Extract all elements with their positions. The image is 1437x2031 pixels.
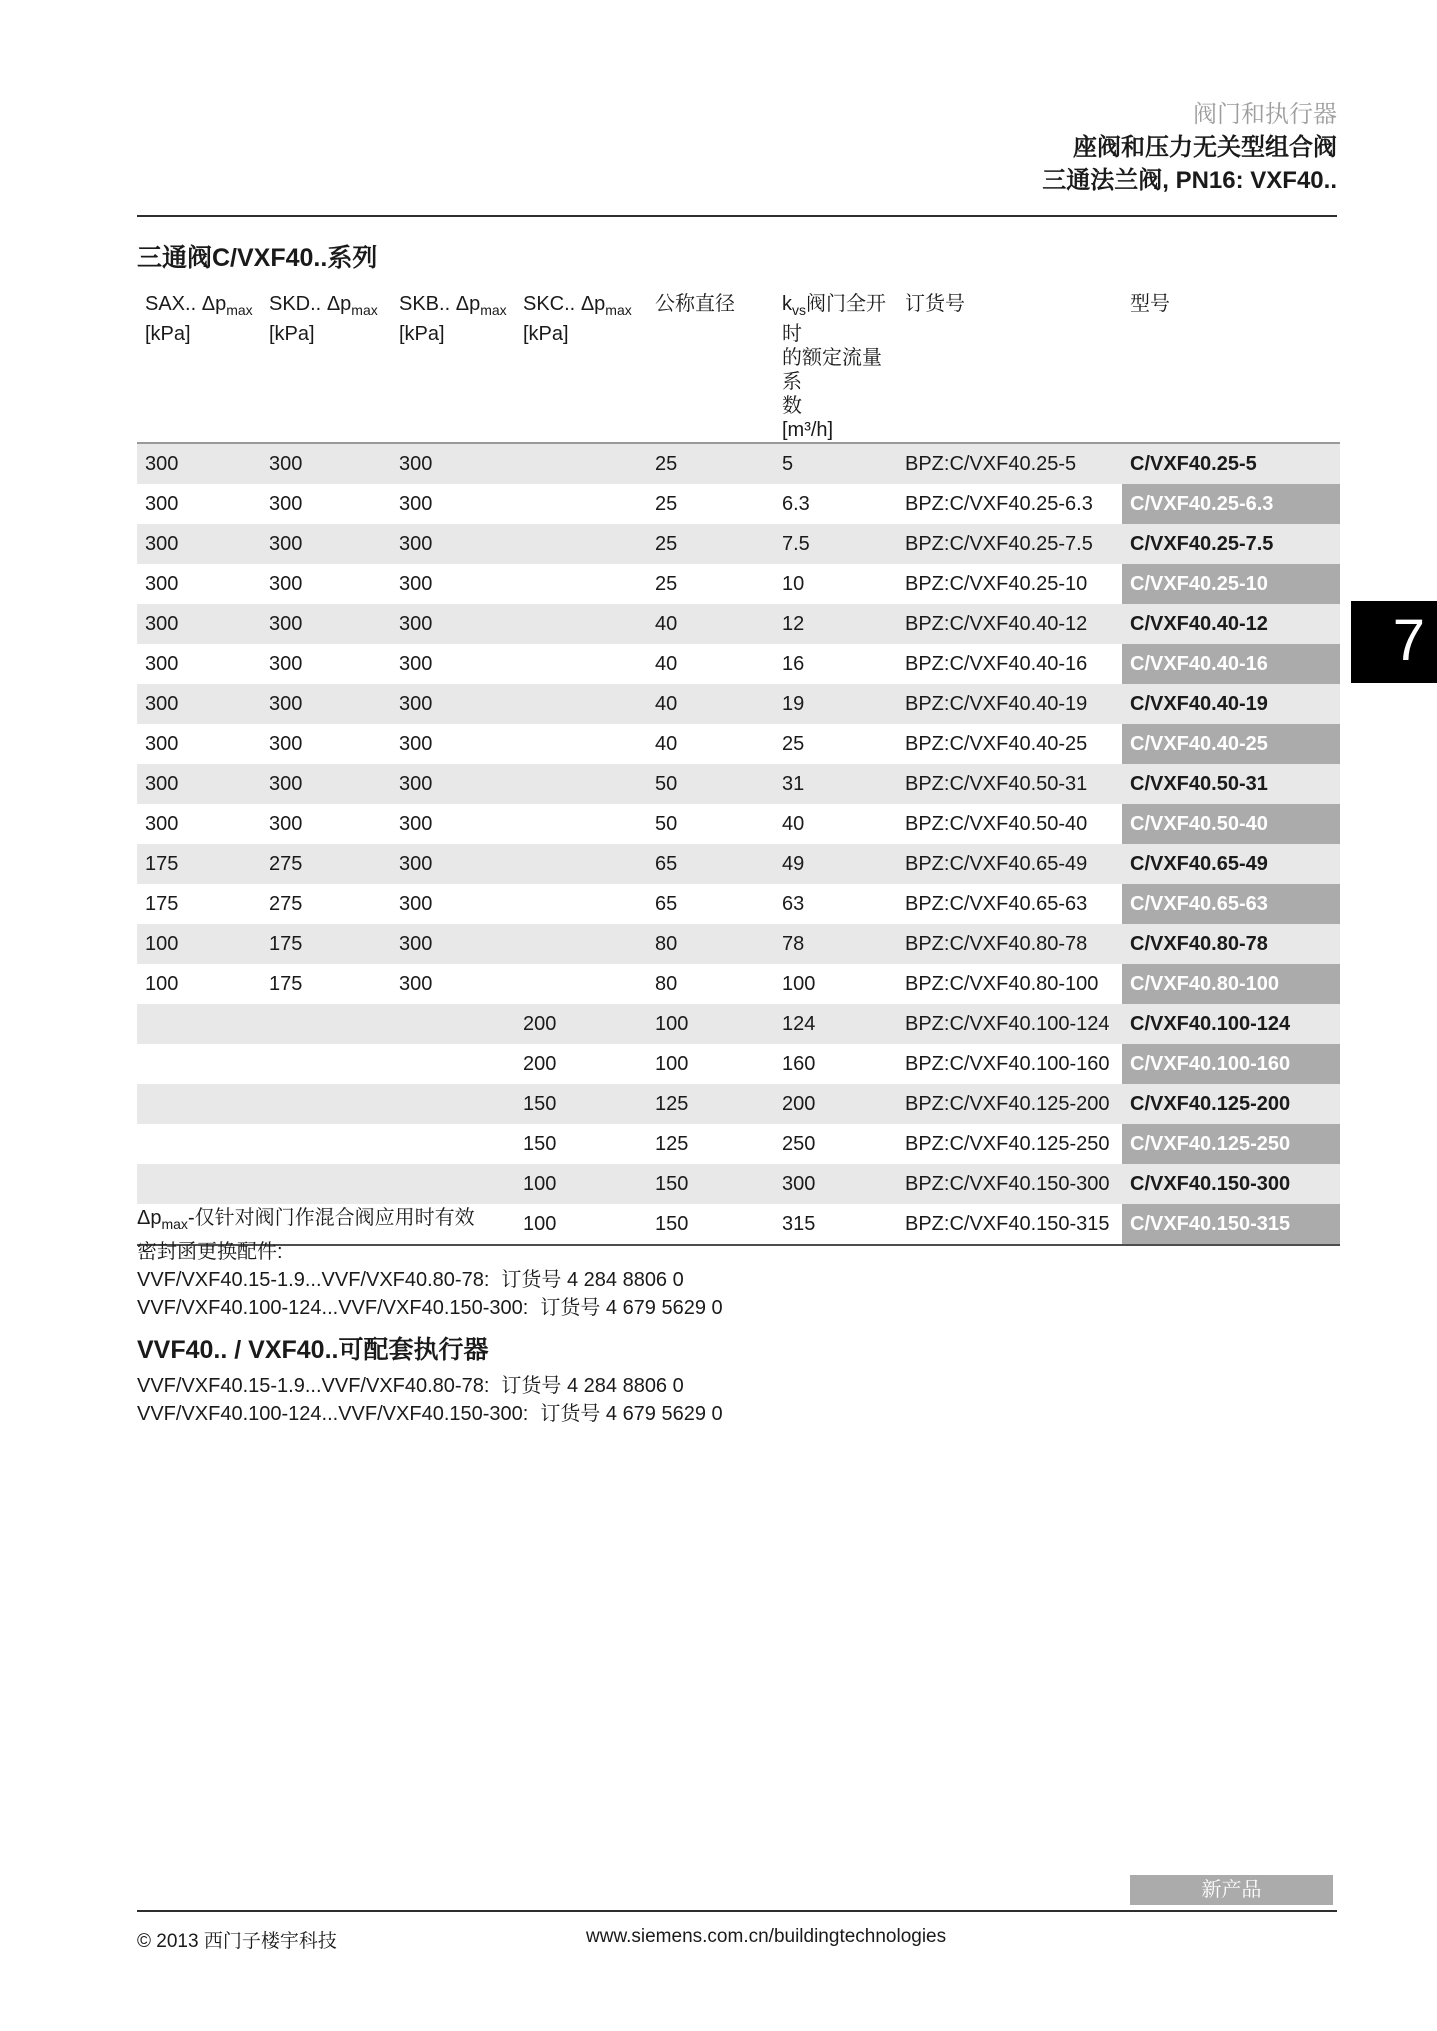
cell-skb-dpmax: 300 [399, 533, 433, 555]
dp-symbol: Δp [201, 293, 227, 315]
seal-kit-title: 密封函更换配件: [137, 1241, 283, 1263]
table-row [137, 684, 1340, 724]
table-row [137, 804, 1340, 844]
cell-model: C/VXF40.80-78 [1130, 933, 1268, 955]
valve-range: VVF/VXF40.100-124...VVF/VXF40.150-300: [137, 1297, 529, 1319]
cell-sax-dpmax: 300 [145, 573, 179, 595]
cell-dn: 25 [655, 453, 678, 475]
cell-order-no: BPZ:C/VXF40.65-63 [905, 893, 1088, 915]
cell-order-no: BPZ:C/VXF40.80-100 [905, 973, 1099, 995]
kvs-subscript: vs [792, 302, 806, 318]
footer-copyright: © 2013 西门子楼宇科技 [137, 1931, 337, 1952]
section-title: 三通阀C/VXF40..系列 [137, 244, 378, 272]
kvs-base: k [782, 293, 792, 315]
cell-dn: 125 [655, 1093, 689, 1115]
cell-kvs: 49 [782, 853, 805, 875]
cell-skd-dpmax [261, 1164, 391, 1204]
cell-skd-dpmax: 300 [269, 533, 303, 555]
cell-kvs: 300 [782, 1173, 816, 1195]
cell-skc-dpmax [515, 924, 647, 964]
cell-dn: 65 [655, 893, 678, 915]
cell-sax-dpmax: 100 [145, 933, 179, 955]
table-row [137, 564, 1340, 604]
table-row [137, 1124, 1340, 1164]
cell-skd-dpmax [261, 1044, 391, 1084]
cell-skc-dpmax [515, 484, 647, 524]
kvs-rest: 阀门全开时 [782, 293, 886, 345]
table-row [137, 844, 1340, 884]
cell-dn: 65 [655, 853, 678, 875]
footer-url: www.siemens.com.cn/buildingtechnologies [586, 1926, 947, 1947]
cell-model: C/VXF40.150-315 [1122, 1204, 1340, 1245]
cell-sax-dpmax [137, 1124, 261, 1164]
cell-skc-dpmax: 150 [523, 1133, 557, 1155]
table-body [137, 443, 1340, 1245]
cell-dn: 50 [655, 813, 678, 835]
cell-kvs: 63 [782, 893, 805, 915]
col-header-skc-dpmax [515, 288, 647, 443]
cell-kvs: 6.3 [782, 493, 810, 515]
cell-model: C/VXF40.65-63 [1122, 884, 1340, 924]
cell-skb-dpmax: 300 [399, 733, 433, 755]
actuator-item [137, 1372, 723, 1400]
valve-range: VVF/VXF40.15-1.9...VVF/VXF40.80-78: [137, 1375, 490, 1397]
cell-skb-dpmax [391, 1044, 515, 1084]
cell-model: C/VXF40.40-12 [1130, 613, 1268, 635]
cell-kvs: 124 [782, 1013, 816, 1035]
cell-skc-dpmax: 200 [523, 1053, 557, 1075]
cell-kvs: 200 [782, 1093, 816, 1115]
cell-dn: 25 [655, 533, 678, 555]
cell-dn: 100 [655, 1013, 689, 1035]
cell-model: C/VXF40.150-300 [1130, 1173, 1291, 1195]
cell-skc-dpmax: 200 [523, 1013, 557, 1035]
cell-skc-dpmax: 100 [523, 1213, 557, 1235]
model-label: 型号 [1130, 293, 1170, 315]
table-row [137, 1044, 1340, 1084]
cell-order-no: BPZ:C/VXF40.40-19 [905, 693, 1088, 715]
dp-subscript: max [605, 302, 632, 318]
cell-skd-dpmax: 300 [269, 653, 303, 675]
table-row [137, 924, 1340, 964]
cell-kvs: 100 [782, 973, 816, 995]
cell-kvs: 7.5 [782, 533, 810, 555]
table-row [137, 443, 1340, 484]
cell-kvs: 315 [782, 1213, 816, 1235]
new-product-badge: 新产品 [1130, 1875, 1333, 1905]
cell-dn: 125 [655, 1133, 689, 1155]
col-header-order-no [897, 288, 1122, 443]
cell-skc-dpmax [515, 644, 647, 684]
actuators-section [137, 1372, 723, 1428]
cell-skc-dpmax [515, 443, 647, 484]
unit-label: [kPa] [145, 323, 191, 345]
table-row [137, 484, 1340, 524]
cell-dn: 25 [655, 493, 678, 515]
cell-skb-dpmax: 300 [399, 693, 433, 715]
cell-order-no: BPZ:C/VXF40.125-250 [905, 1133, 1110, 1155]
cell-order-no: BPZ:C/VXF40.25-7.5 [905, 533, 1093, 555]
cell-skd-dpmax [261, 1004, 391, 1044]
cell-dn: 40 [655, 653, 678, 675]
seal-kit-item [137, 1266, 723, 1294]
cell-skb-dpmax [391, 1124, 515, 1164]
table-row [137, 604, 1340, 644]
cell-order-no: BPZ:C/VXF40.125-200 [905, 1093, 1110, 1115]
cell-kvs: 160 [782, 1053, 816, 1075]
dp-note-symbol: Δp [137, 1207, 162, 1229]
cell-skb-dpmax: 300 [399, 613, 433, 635]
unit-label: [kPa] [523, 323, 569, 345]
cell-skd-dpmax: 275 [269, 893, 303, 915]
cell-skc-dpmax [515, 964, 647, 1004]
cell-skb-dpmax: 300 [399, 973, 433, 995]
cell-skb-dpmax: 300 [399, 493, 433, 515]
cell-skd-dpmax: 300 [269, 453, 303, 475]
cell-model: C/VXF40.100-160 [1122, 1044, 1340, 1084]
cell-sax-dpmax: 300 [145, 453, 179, 475]
cell-skd-dpmax: 175 [269, 933, 303, 955]
valve-range: VVF/VXF40.15-1.9...VVF/VXF40.80-78: [137, 1269, 490, 1291]
cell-skd-dpmax [261, 1124, 391, 1164]
cell-order-no: BPZ:C/VXF40.100-160 [905, 1053, 1110, 1075]
cell-kvs: 19 [782, 693, 805, 715]
cell-order-no: BPZ:C/VXF40.25-6.3 [905, 493, 1093, 515]
cell-skb-dpmax: 300 [399, 653, 433, 675]
actuator-item [137, 1400, 723, 1428]
cell-skd-dpmax: 300 [269, 773, 303, 795]
cell-skd-dpmax: 300 [269, 493, 303, 515]
cell-skd-dpmax [261, 1084, 391, 1124]
cell-dn: 80 [655, 933, 678, 955]
cell-order-no: BPZ:C/VXF40.25-10 [905, 573, 1088, 595]
cell-skd-dpmax: 275 [269, 853, 303, 875]
order-number: 订货号 4 284 8806 0 [501, 1375, 684, 1397]
order-number: 订货号 4 679 5629 0 [540, 1297, 723, 1319]
col-header-dn [647, 288, 774, 443]
cell-sax-dpmax [137, 1164, 261, 1204]
unit-label: [kPa] [269, 323, 315, 345]
table-row [137, 1084, 1340, 1124]
cell-model: C/VXF40.40-25 [1122, 724, 1340, 764]
cell-skb-dpmax: 300 [399, 573, 433, 595]
cell-kvs: 250 [782, 1133, 816, 1155]
cell-dn: 150 [655, 1213, 689, 1235]
cell-dn: 80 [655, 973, 678, 995]
table-row [137, 1164, 1340, 1204]
table-header-row [137, 288, 1340, 443]
cell-skd-dpmax: 300 [269, 613, 303, 635]
cell-model: C/VXF40.25-10 [1122, 564, 1340, 604]
cell-skc-dpmax [515, 844, 647, 884]
cell-dn: 150 [655, 1173, 689, 1195]
cell-skc-dpmax [515, 604, 647, 644]
cell-skb-dpmax [391, 1084, 515, 1124]
cell-kvs: 78 [782, 933, 805, 955]
cell-skc-dpmax [515, 564, 647, 604]
page-header [137, 98, 1337, 197]
series-label: SKC.. [523, 293, 576, 315]
dp-symbol: Δp [580, 293, 606, 315]
cell-model: C/VXF40.25-6.3 [1122, 484, 1340, 524]
cell-skb-dpmax: 300 [399, 853, 433, 875]
series-label: SKD.. [269, 293, 322, 315]
dp-note-subscript: max [161, 1216, 188, 1232]
table-row [137, 884, 1340, 924]
footer-divider [137, 1910, 1337, 1912]
col-header-skd-dpmax [261, 288, 391, 443]
cell-model: C/VXF40.25-5 [1130, 453, 1257, 475]
kvs-line3: 数 [782, 395, 802, 417]
series-label: SKB.. [399, 293, 451, 315]
cell-skd-dpmax: 300 [269, 733, 303, 755]
header-subtitle: 三通法兰阀, PN16: VXF40.. [1042, 167, 1337, 194]
cell-model: C/VXF40.40-19 [1130, 693, 1268, 715]
cell-model: C/VXF40.50-31 [1130, 773, 1268, 795]
order-label: 订货号 [905, 293, 965, 315]
cell-kvs: 40 [782, 813, 805, 835]
table-row [137, 764, 1340, 804]
cell-skc-dpmax [515, 724, 647, 764]
cell-kvs: 31 [782, 773, 805, 795]
cell-skb-dpmax: 300 [399, 813, 433, 835]
cell-order-no: BPZ:C/VXF40.40-25 [905, 733, 1088, 755]
cell-order-no: BPZ:C/VXF40.80-78 [905, 933, 1088, 955]
cell-sax-dpmax: 300 [145, 693, 179, 715]
table-notes [137, 1204, 723, 1322]
cell-model: C/VXF40.65-49 [1130, 853, 1268, 875]
cell-dn: 25 [655, 573, 678, 595]
cell-dn: 40 [655, 733, 678, 755]
dp-subscript: max [226, 302, 253, 318]
cell-kvs: 10 [782, 573, 805, 595]
cell-dn: 40 [655, 693, 678, 715]
table-row [137, 1004, 1340, 1044]
seal-kit-item [137, 1294, 723, 1322]
cell-kvs: 25 [782, 733, 805, 755]
cell-skc-dpmax: 100 [523, 1173, 557, 1195]
cell-model: C/VXF40.80-100 [1122, 964, 1340, 1004]
cell-order-no: BPZ:C/VXF40.100-124 [905, 1013, 1110, 1035]
header-category: 阀门和执行器 [1193, 101, 1337, 128]
cell-model: C/VXF40.40-16 [1122, 644, 1340, 684]
dp-note-text: -仅针对阀门作混合阀应用时有效 [187, 1207, 475, 1229]
kvs-unit: [m³/h] [782, 419, 834, 441]
cell-skc-dpmax [515, 804, 647, 844]
cell-skd-dpmax: 300 [269, 573, 303, 595]
col-header-skb-dpmax [391, 288, 515, 443]
cell-dn: 100 [655, 1053, 689, 1075]
cell-sax-dpmax: 300 [145, 613, 179, 635]
cell-skb-dpmax: 300 [399, 933, 433, 955]
cell-model: C/VXF40.125-250 [1122, 1124, 1340, 1164]
cell-sax-dpmax: 300 [145, 733, 179, 755]
cell-order-no: BPZ:C/VXF40.40-12 [905, 613, 1088, 635]
cell-skb-dpmax [391, 1164, 515, 1204]
header-title: 座阀和压力无关型组合阀 [1073, 134, 1337, 161]
cell-order-no: BPZ:C/VXF40.150-300 [905, 1173, 1110, 1195]
cell-sax-dpmax: 300 [145, 773, 179, 795]
cell-order-no: BPZ:C/VXF40.65-49 [905, 853, 1088, 875]
cell-kvs: 5 [782, 453, 794, 475]
cell-order-no: BPZ:C/VXF40.25-5 [905, 453, 1077, 475]
cell-skb-dpmax: 300 [399, 893, 433, 915]
dp-symbol: Δp [455, 293, 481, 315]
cell-skc-dpmax [515, 684, 647, 724]
dn-label: 公称直径 [655, 293, 735, 315]
dp-subscript: max [480, 302, 507, 318]
order-number: 订货号 4 679 5629 0 [540, 1403, 723, 1425]
col-header-sax-dpmax [137, 288, 261, 443]
cell-skb-dpmax: 300 [399, 453, 433, 475]
cell-sax-dpmax: 175 [145, 893, 179, 915]
table-header [137, 288, 1340, 443]
cell-dn: 50 [655, 773, 678, 795]
cell-skc-dpmax: 150 [523, 1093, 557, 1115]
cell-skb-dpmax [391, 1004, 515, 1044]
col-header-kvs [774, 288, 897, 443]
cell-skd-dpmax: 300 [269, 693, 303, 715]
table-row [137, 644, 1340, 684]
cell-dn: 40 [655, 613, 678, 635]
cell-skb-dpmax: 300 [399, 773, 433, 795]
valve-range: VVF/VXF40.100-124...VVF/VXF40.150-300: [137, 1403, 529, 1425]
cell-order-no: BPZ:C/VXF40.50-40 [905, 813, 1088, 835]
dp-note [137, 1204, 723, 1238]
series-label: SAX.. [145, 293, 197, 315]
cell-sax-dpmax: 300 [145, 653, 179, 675]
table-row [137, 524, 1340, 564]
cell-skd-dpmax: 300 [269, 813, 303, 835]
table-row [137, 964, 1340, 1004]
unit-label: [kPa] [399, 323, 445, 345]
table-row [137, 724, 1340, 764]
cell-model: C/VXF40.100-124 [1130, 1013, 1291, 1035]
cell-skc-dpmax [515, 524, 647, 564]
dp-symbol: Δp [326, 293, 352, 315]
cell-sax-dpmax [137, 1084, 261, 1124]
cell-sax-dpmax [137, 1004, 261, 1044]
chapter-tab: 7 [1351, 601, 1437, 683]
cell-sax-dpmax: 175 [145, 853, 179, 875]
header-divider [137, 215, 1337, 217]
cell-model: C/VXF40.125-200 [1130, 1093, 1291, 1115]
actuators-section-title: VVF40.. / VXF40..可配套执行器 [137, 1336, 489, 1364]
kvs-line2: 的额定流量系 [782, 347, 882, 393]
cell-kvs: 12 [782, 613, 805, 635]
cell-skd-dpmax: 175 [269, 973, 303, 995]
cell-sax-dpmax: 100 [145, 973, 179, 995]
cell-sax-dpmax: 300 [145, 533, 179, 555]
col-header-model [1122, 288, 1340, 443]
cell-order-no: BPZ:C/VXF40.40-16 [905, 653, 1088, 675]
cell-sax-dpmax: 300 [145, 493, 179, 515]
cell-skc-dpmax [515, 884, 647, 924]
cell-order-no: BPZ:C/VXF40.50-31 [905, 773, 1088, 795]
cell-sax-dpmax [137, 1044, 261, 1084]
cell-kvs: 16 [782, 653, 805, 675]
dp-subscript: max [351, 302, 378, 318]
valve-spec-table [137, 288, 1340, 1246]
cell-skc-dpmax [515, 764, 647, 804]
cell-order-no: BPZ:C/VXF40.150-315 [905, 1213, 1110, 1235]
cell-model: C/VXF40.50-40 [1122, 804, 1340, 844]
order-number: 订货号 4 284 8806 0 [501, 1269, 684, 1291]
cell-model: C/VXF40.25-7.5 [1130, 533, 1274, 555]
cell-sax-dpmax: 300 [145, 813, 179, 835]
